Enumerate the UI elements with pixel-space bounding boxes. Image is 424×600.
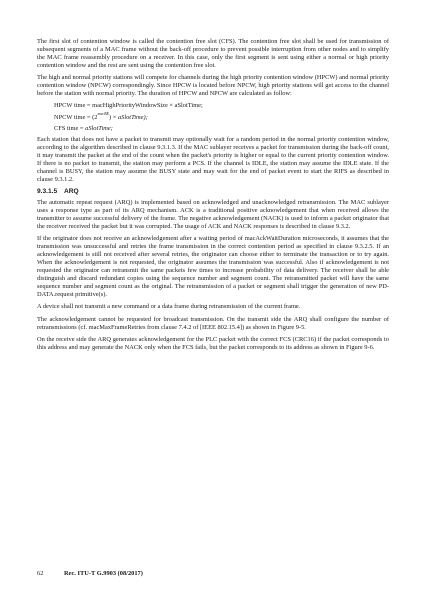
equation-hpcw-lhs: HPCW time = — [54, 102, 93, 110]
paragraph-backoff: Each station that does not have a packet to transmit may optionally wait for a random period in the normal priority contention window, according to the algorithm described in clause 9.3.1.3. If the MAC sublayer receives a packet for transmission during the back-off count, it may transmit the packet at the end of the count when the packet's priority is higher or equal to the current priority contention window. If there is no packet to transmit, the station may perform a PCS. If the channel is IDLE, the station may assume the IDLE state. If the channel is BUSY, the station may assume the BUSY state and may wait for the end of packet event to start the RIFS as described in clause 9.3.1.2. — [37, 136, 389, 184]
paragraph-arq-no-new-frame: A device shall not transmit a new command or a data frame during retransmission of the current frame. — [37, 303, 301, 311]
equation-hpcw — [54, 102, 389, 110]
page-footer — [37, 570, 389, 577]
equation-npcw-rhs: aSlotTime); — [117, 113, 148, 121]
equation-npcw-lhs: NPCW time = (2 — [54, 113, 98, 121]
recommendation-reference: Rec. ITU-T G.9903 (08/2017) — [64, 570, 143, 577]
section-heading — [37, 188, 389, 196]
paragraph-arq-broadcast: The acknowledgement cannot be requested for broadcast transmission. On the transmit side the ARQ shall configure the number of retransmissions (cf. macMaxFrameRetries from clause 7.4.2 of [IEEE 802.15.4]) as shown in Figure 9-5. — [37, 315, 389, 331]
equation-cfs-lhs: CFS time = — [54, 124, 86, 132]
page-number: 62 — [37, 570, 44, 577]
section-title: ARQ — [64, 188, 79, 196]
paragraph-arq-receive: On the receive side the ARQ generates acknowledgement for the PLC packet with the correct FCS (CRC16) if the packet corresponds to this address and may generate the NACK only when the FCS fails, but the packet corresponds to its address as shown in Figure 9-6. — [37, 335, 389, 351]
paragraph-hpcw-npcw: The high and normal priority stations will compete for channels during the high priority contention window (HPCW) and normal priority contention window (NPCW) correspondingly. Since HPCW is located before NPCW, high priority stations will get access to the channel before the station with normal priority. The duration of HPCW and NPCW are calculated as follow: — [37, 74, 389, 98]
section-number: 9.3.1.5 — [37, 188, 58, 196]
equation-npcw-mid: ) × — [109, 113, 118, 121]
equation-hpcw-rhs: macHighPriorityWindowSize × aSlotTime; — [92, 102, 203, 110]
equation-cfs — [54, 125, 389, 133]
document-body — [37, 38, 389, 356]
paragraph-arq-intro: The automatic repeat request (ARQ) is implemented based on acknowledged and unacknowledged retransmission. The MAC sublayer uses a response type as part of its ARQ mechanism. ACK is a traditional positive acknowledgement that when received allows the transmitter to assume successful delivery of the frame. The negative acknowledgement (NACK) is used to inform a packet originator that the receiver received the packet but it was corrupted. The usage of ACK and NACK responses is described in clause 9.3.2. — [37, 199, 389, 231]
equation-npcw — [54, 110, 389, 122]
equation-npcw-exponent: macBE — [97, 110, 109, 116]
paragraph-arq-retry: If the originator does not receive an acknowledgement after a waiting period of macAckWaitDuration microseconds, it assumes that the transmission was unsuccessful and retries the frame transmission in the correct contention period as specified in clause 9.3.2.5. If an acknowledgement is still not received after several retries, the originator can choose either to terminate the transaction or to try again. When the acknowledgement is not requested, the originator assumes the transmission was successful. Also if acknowledgement is not requested the originator can retransmit the same packets few times to increase probability of data delivery. The receiver shall be able distinguish and discard redundant copies using the sequence number and segment count. The retransmitted packet will have the same sequence number and segment count as the original. The retransmission of a packet or segment shall trigger the generation of new PD-DATA.request primitive(s). — [37, 235, 389, 299]
equation-cfs-rhs: aSlotTime; — [85, 124, 113, 132]
paragraph-cfs: The first slot of contention window is called the contention free slot (CFS). The contention free slot shall be used for transmission of subsequent segments of a MAC frame without the back-off procedure to prevent possible interruption from other nodes and to simplify the MAC frame reassembly procedure on a receiver. In this case, only the first segment is sent using either a normal or high priority contention window and the rest are sent using the contention free slot. — [37, 38, 389, 69]
